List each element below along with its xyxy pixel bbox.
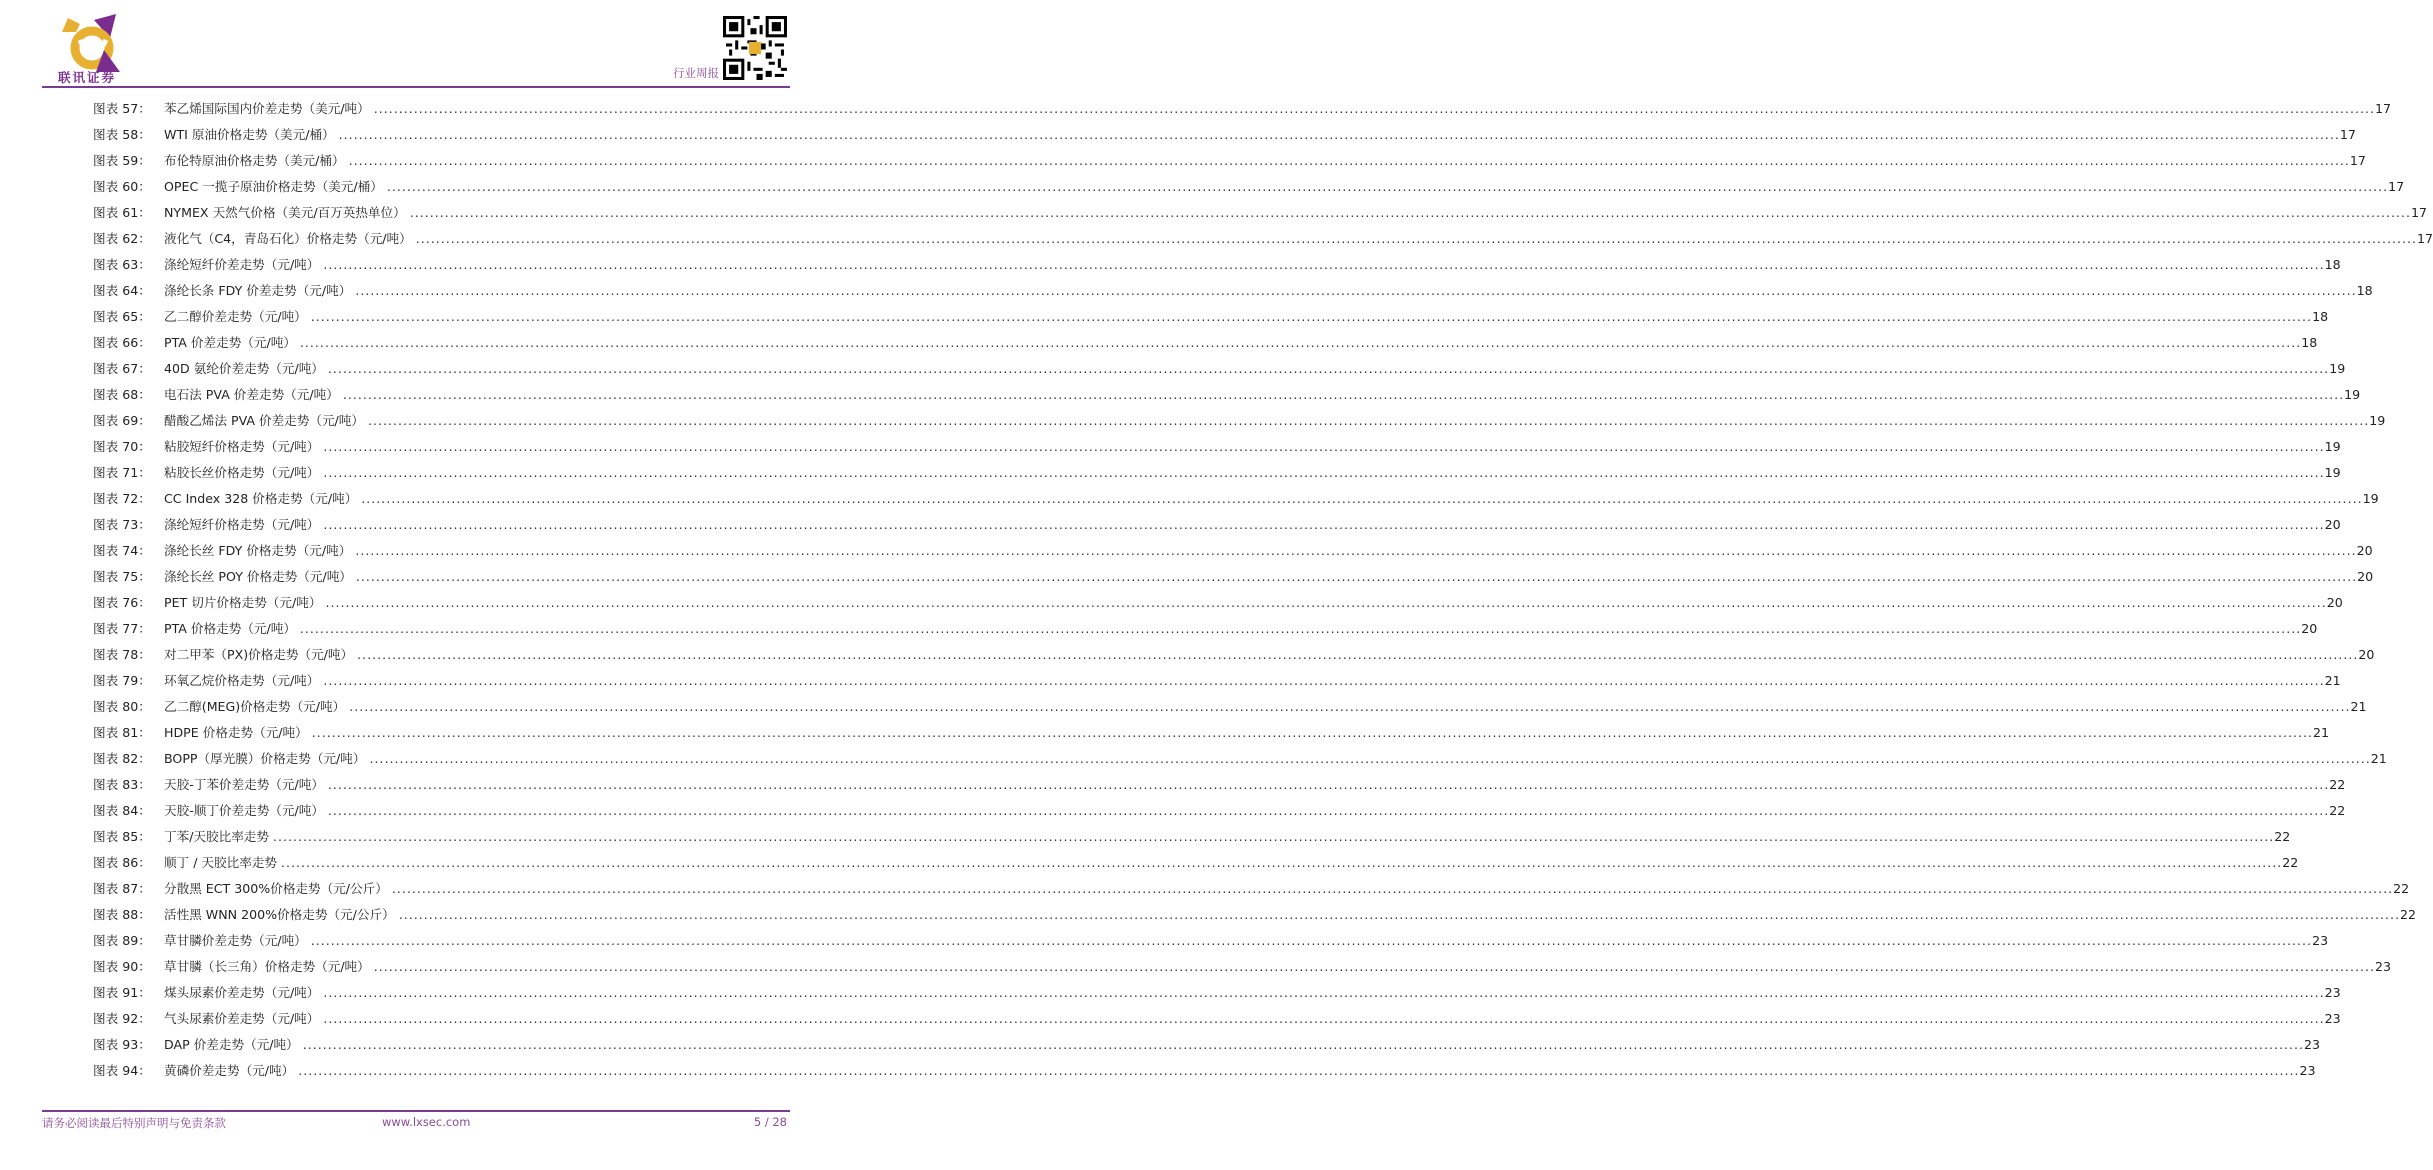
figure-label: 图表 63： bbox=[93, 257, 151, 272]
figure-page-number: 23 bbox=[2299, 1063, 2316, 1078]
dot-leader: ................................................................................................................................................................................................................................................................................................................................................................................................................ bbox=[369, 751, 2371, 766]
figure-title: 天胶-丁苯价差走势（元/吨） bbox=[164, 777, 324, 792]
toc-entry[interactable] bbox=[0, 590, 2343, 616]
figure-title-line[interactable] bbox=[164, 1032, 2320, 1058]
figure-title-line[interactable] bbox=[164, 486, 2379, 512]
toc-entry[interactable] bbox=[0, 746, 2387, 772]
dot-leader: ................................................................................................................................................................................................................................................................................................................................................................................................................ bbox=[361, 491, 2363, 506]
figure-label: 图表 74： bbox=[93, 543, 151, 558]
dot-leader: ................................................................................................................................................................................................................................................................................................................................................................................................................ bbox=[368, 413, 2370, 428]
dot-leader: ................................................................................................................................................................................................................................................................................................................................................................................................................ bbox=[415, 231, 2418, 246]
dot-leader: ................................................................................................................................................................................................................................................................................................................................................................................................................ bbox=[398, 907, 2400, 922]
toc-entry[interactable] bbox=[0, 642, 2375, 668]
website-link[interactable]: www.lxsec.com bbox=[382, 1115, 471, 1129]
report-type-label: 行业周报 bbox=[673, 66, 719, 80]
figure-title-line[interactable] bbox=[164, 642, 2375, 668]
figure-title-line[interactable] bbox=[164, 824, 2291, 850]
figure-label: 图表 83： bbox=[93, 777, 151, 792]
toc-entry[interactable] bbox=[0, 1058, 2316, 1084]
figure-label: 图表 71： bbox=[93, 465, 151, 480]
figure-title: HDPE 价格走势（元/吨） bbox=[164, 725, 308, 740]
figure-label: 图表 66： bbox=[93, 335, 151, 350]
figure-label: 图表 75： bbox=[93, 569, 151, 584]
figure-page-number: 19 bbox=[2369, 413, 2386, 428]
dot-leader: ................................................................................................................................................................................................................................................................................................................................................................................................................ bbox=[310, 933, 2313, 948]
dot-leader: ................................................................................................................................................................................................................................................................................................................................................................................................................ bbox=[357, 647, 2359, 662]
toc-entry[interactable] bbox=[0, 1006, 2341, 1032]
figure-title: 涤纶短纤价差走势（元/吨） bbox=[164, 257, 320, 272]
figure-label: 图表 67： bbox=[93, 361, 151, 376]
figure-page-number: 22 bbox=[2274, 829, 2291, 844]
figure-title-line[interactable] bbox=[164, 902, 2416, 928]
toc-entry[interactable] bbox=[0, 798, 2346, 824]
figure-label: 图表 92： bbox=[93, 1011, 151, 1026]
figure-title-line[interactable] bbox=[164, 252, 2341, 278]
figure-title-line[interactable] bbox=[164, 382, 2361, 408]
figure-title: 乙二醇价差走势（元/吨） bbox=[164, 309, 307, 324]
figure-title: 草甘膦价差走势（元/吨） bbox=[164, 933, 307, 948]
figure-page-number: 21 bbox=[2350, 699, 2367, 714]
figure-title: 涤纶长条 FDY 价差走势（元/吨） bbox=[164, 283, 352, 298]
figure-title: 苯乙烯国际国内价差走势（美元/吨） bbox=[164, 101, 370, 116]
figure-title: DAP 价差走势（元/吨） bbox=[164, 1037, 299, 1052]
page-number: 5 / 28 bbox=[753, 1115, 787, 1129]
toc-entry[interactable] bbox=[0, 122, 2356, 148]
toc-entry[interactable] bbox=[0, 668, 2341, 694]
figure-label: 图表 88： bbox=[93, 907, 151, 922]
toc-entry[interactable] bbox=[0, 564, 2374, 590]
figure-page-number: 19 bbox=[2324, 439, 2341, 454]
dot-leader: ................................................................................................................................................................................................................................................................................................................................................................................................................ bbox=[355, 543, 2357, 558]
dot-leader: ................................................................................................................................................................................................................................................................................................................................................................................................................ bbox=[409, 205, 2411, 220]
figure-title: PTA 价格走势（元/吨） bbox=[164, 621, 296, 636]
figure-label: 图表 86： bbox=[93, 855, 151, 870]
figure-page-number: 20 bbox=[2358, 647, 2375, 662]
dot-leader: ................................................................................................................................................................................................................................................................................................................................................................................................................ bbox=[373, 959, 2376, 974]
figure-page-number: 17 bbox=[2375, 101, 2392, 116]
figure-title-line[interactable] bbox=[164, 980, 2341, 1006]
figure-title-line[interactable] bbox=[164, 538, 2373, 564]
figure-page-number: 20 bbox=[2357, 569, 2374, 584]
figure-title-line[interactable] bbox=[164, 96, 2392, 122]
dot-leader: ................................................................................................................................................................................................................................................................................................................................................................................................................ bbox=[299, 335, 2302, 350]
qr-code-icon bbox=[723, 16, 787, 80]
dot-leader: ................................................................................................................................................................................................................................................................................................................................................................................................................ bbox=[327, 803, 2330, 818]
toc-entry[interactable] bbox=[0, 200, 2428, 226]
figure-page-number: 23 bbox=[2324, 1011, 2341, 1026]
toc-entry[interactable] bbox=[0, 434, 2341, 460]
figure-list bbox=[0, 96, 2433, 1084]
figure-title: 环氧乙烷价格走势（元/吨） bbox=[164, 673, 320, 688]
figure-page-number: 17 bbox=[2417, 231, 2433, 246]
figure-page-number: 22 bbox=[2282, 855, 2299, 870]
figure-title: 丁苯/天胶比率走势 bbox=[164, 829, 269, 844]
figure-label: 图表 68： bbox=[93, 387, 151, 402]
footer-divider bbox=[42, 1110, 790, 1112]
figure-page-number: 19 bbox=[2344, 387, 2361, 402]
figure-page-number: 17 bbox=[2388, 179, 2405, 194]
dot-leader: ................................................................................................................................................................................................................................................................................................................................................................................................................ bbox=[386, 179, 2389, 194]
figure-label: 图表 64： bbox=[93, 283, 151, 298]
figure-title-line[interactable] bbox=[164, 1058, 2316, 1084]
figure-title: 乙二醇(MEG)价格走势（元/吨） bbox=[164, 699, 346, 714]
figure-title: 涤纶短纤价格走势（元/吨） bbox=[164, 517, 320, 532]
dot-leader: ................................................................................................................................................................................................................................................................................................................................................................................................................ bbox=[273, 829, 2275, 844]
figure-title-line[interactable] bbox=[164, 148, 2366, 174]
toc-entry[interactable] bbox=[0, 174, 2405, 200]
figure-title: 活性黑 WNN 200%价格走势（元/公斤） bbox=[164, 907, 395, 922]
toc-entry[interactable] bbox=[0, 694, 2367, 720]
disclaimer-text: 请务必阅读最后特别声明与免责条款 bbox=[42, 1116, 226, 1130]
figure-page-number: 21 bbox=[2324, 673, 2341, 688]
toc-entry[interactable] bbox=[0, 824, 2291, 850]
figure-page-number: 23 bbox=[2324, 985, 2341, 1000]
toc-entry[interactable] bbox=[0, 304, 2329, 330]
figure-label: 图表 89： bbox=[93, 933, 151, 948]
figure-title: 天胶-顺丁价差走势（元/吨） bbox=[164, 803, 324, 818]
figure-page-number: 17 bbox=[2339, 127, 2356, 142]
toc-entry[interactable] bbox=[0, 252, 2341, 278]
figure-title: WTI 原油价格走势（美元/桶） bbox=[164, 127, 335, 142]
figure-label: 图表 76： bbox=[93, 595, 151, 610]
header-divider bbox=[42, 86, 790, 88]
toc-entry[interactable] bbox=[0, 928, 2329, 954]
figure-title: 粘胶短纤价格走势（元/吨） bbox=[164, 439, 320, 454]
figure-label: 图表 81： bbox=[93, 725, 151, 740]
page-header bbox=[0, 0, 827, 100]
figure-title-line[interactable] bbox=[164, 304, 2329, 330]
toc-entry[interactable] bbox=[0, 902, 2416, 928]
figure-title: 煤头尿素价差走势（元/吨） bbox=[164, 985, 320, 1000]
toc-entry[interactable] bbox=[0, 538, 2373, 564]
dot-leader: ................................................................................................................................................................................................................................................................................................................................................................................................................ bbox=[325, 595, 2327, 610]
toc-entry[interactable] bbox=[0, 408, 2386, 434]
figure-title-line[interactable] bbox=[164, 512, 2341, 538]
figure-title-line[interactable] bbox=[164, 616, 2318, 642]
figure-page-number: 18 bbox=[2356, 283, 2373, 298]
figure-title-line[interactable] bbox=[164, 954, 2392, 980]
figure-title-line[interactable] bbox=[164, 668, 2341, 694]
figure-title: 电石法 PVA 价差走势（元/吨） bbox=[164, 387, 339, 402]
figure-title-line[interactable] bbox=[164, 850, 2299, 876]
figure-page-number: 22 bbox=[2329, 803, 2346, 818]
figure-page-number: 18 bbox=[2301, 335, 2318, 350]
figure-title: 顺丁 / 天胶比率走势 bbox=[164, 855, 277, 870]
figure-label: 图表 87： bbox=[93, 881, 151, 896]
figure-page-number: 22 bbox=[2399, 907, 2416, 922]
figure-page-number: 23 bbox=[2303, 1037, 2320, 1052]
figure-page-number: 20 bbox=[2326, 595, 2343, 610]
figure-title-line[interactable] bbox=[164, 174, 2405, 200]
figure-title: 黄磷价差走势（元/吨） bbox=[164, 1063, 295, 1078]
figure-page-number: 21 bbox=[2370, 751, 2387, 766]
toc-entry[interactable] bbox=[0, 772, 2346, 798]
figure-page-number: 17 bbox=[2411, 205, 2428, 220]
dot-leader: ................................................................................................................................................................................................................................................................................................................................................................................................................ bbox=[323, 517, 2325, 532]
figure-title: 液化气（C4，青岛石化）价格走势（元/吨） bbox=[164, 231, 412, 246]
figure-page-number: 18 bbox=[2312, 309, 2329, 324]
figure-label: 图表 72： bbox=[93, 491, 151, 506]
toc-entry[interactable] bbox=[0, 720, 2330, 746]
dot-leader: ................................................................................................................................................................................................................................................................................................................................................................................................................ bbox=[323, 439, 2325, 454]
figure-label: 图表 62： bbox=[93, 231, 151, 246]
figure-title: 分散黑 ECT 300%价格走势（元/公斤） bbox=[164, 881, 388, 896]
toc-entry[interactable] bbox=[0, 486, 2379, 512]
dot-leader: ................................................................................................................................................................................................................................................................................................................................................................................................................ bbox=[327, 777, 2330, 792]
toc-entry[interactable] bbox=[0, 96, 2392, 122]
dot-leader: ................................................................................................................................................................................................................................................................................................................................................................................................................ bbox=[311, 725, 2313, 740]
dot-leader: ................................................................................................................................................................................................................................................................................................................................................................................................................ bbox=[323, 257, 2325, 272]
figure-page-number: 20 bbox=[2356, 543, 2373, 558]
dot-leader: ................................................................................................................................................................................................................................................................................................................................................................................................................ bbox=[349, 699, 2351, 714]
figure-label: 图表 65： bbox=[93, 309, 151, 324]
figure-title: BOPP（厚光膜）价格走势（元/吨） bbox=[164, 751, 366, 766]
figure-title-line[interactable] bbox=[164, 694, 2367, 720]
figure-title-line[interactable] bbox=[164, 200, 2428, 226]
figure-label: 图表 61： bbox=[93, 205, 151, 220]
figure-label: 图表 60： bbox=[93, 179, 151, 194]
toc-entry[interactable] bbox=[0, 616, 2318, 642]
toc-entry[interactable] bbox=[0, 278, 2373, 304]
dot-leader: ................................................................................................................................................................................................................................................................................................................................................................................................................ bbox=[348, 153, 2350, 168]
figure-label: 图表 90： bbox=[93, 959, 151, 974]
toc-entry[interactable] bbox=[0, 330, 2318, 356]
figure-title-line[interactable] bbox=[164, 408, 2386, 434]
figure-label: 图表 69： bbox=[93, 413, 151, 428]
figure-title: 气头尿素价差走势（元/吨） bbox=[164, 1011, 320, 1026]
toc-entry[interactable] bbox=[0, 850, 2299, 876]
figure-title: PET 切片价格走势（元/吨） bbox=[164, 595, 322, 610]
figure-title: 粘胶长丝价格走势（元/吨） bbox=[164, 465, 320, 480]
dot-leader: ................................................................................................................................................................................................................................................................................................................................................................................................................ bbox=[323, 673, 2325, 688]
figure-label: 图表 78： bbox=[93, 647, 151, 662]
dot-leader: ................................................................................................................................................................................................................................................................................................................................................................................................................ bbox=[323, 1011, 2325, 1026]
figure-title-line[interactable] bbox=[164, 278, 2373, 304]
toc-entry[interactable] bbox=[0, 460, 2341, 486]
dot-leader: ................................................................................................................................................................................................................................................................................................................................................................................................................ bbox=[391, 881, 2394, 896]
figure-title: 草甘膦（长三角）价格走势（元/吨） bbox=[164, 959, 370, 974]
figure-title-line[interactable] bbox=[164, 928, 2329, 954]
toc-entry[interactable] bbox=[0, 226, 2433, 252]
figure-title-line[interactable] bbox=[164, 720, 2330, 746]
figure-title-line[interactable] bbox=[164, 876, 2410, 902]
dot-leader: ................................................................................................................................................................................................................................................................................................................................................................................................................ bbox=[338, 127, 2340, 142]
dot-leader: ................................................................................................................................................................................................................................................................................................................................................................................................................ bbox=[281, 855, 2283, 870]
toc-entry[interactable] bbox=[0, 954, 2392, 980]
figure-title-line[interactable] bbox=[164, 434, 2341, 460]
figure-title-line[interactable] bbox=[164, 330, 2318, 356]
dot-leader: ................................................................................................................................................................................................................................................................................................................................................................................................................ bbox=[342, 387, 2345, 402]
figure-page-number: 22 bbox=[2393, 881, 2410, 896]
figure-title-line[interactable] bbox=[164, 772, 2346, 798]
figure-label: 图表 91： bbox=[93, 985, 151, 1000]
toc-entry[interactable] bbox=[0, 382, 2361, 408]
figure-title: 40D 氨纶价差走势（元/吨） bbox=[164, 361, 324, 376]
dot-leader: ................................................................................................................................................................................................................................................................................................................................................................................................................ bbox=[323, 465, 2325, 480]
figure-page-number: 19 bbox=[2329, 361, 2346, 376]
figure-title: OPEC 一揽子原油价格走势（美元/桶） bbox=[164, 179, 383, 194]
figure-label: 图表 77： bbox=[93, 621, 151, 636]
brand-name: 联讯证券 bbox=[58, 70, 117, 85]
dot-leader: ................................................................................................................................................................................................................................................................................................................................................................................................................ bbox=[323, 985, 2325, 1000]
figure-label: 图表 82： bbox=[93, 751, 151, 766]
figure-title-line[interactable] bbox=[164, 122, 2356, 148]
figure-label: 图表 85： bbox=[93, 829, 151, 844]
figure-page-number: 20 bbox=[2324, 517, 2341, 532]
figure-title: PTA 价差走势（元/吨） bbox=[164, 335, 296, 350]
dot-leader: ................................................................................................................................................................................................................................................................................................................................................................................................................ bbox=[299, 621, 2302, 636]
figure-label: 图表 58： bbox=[93, 127, 151, 142]
figure-label: 图表 73： bbox=[93, 517, 151, 532]
toc-entry[interactable] bbox=[0, 148, 2366, 174]
figure-page-number: 18 bbox=[2324, 257, 2341, 272]
figure-label: 图表 57： bbox=[93, 101, 151, 116]
toc-entry[interactable] bbox=[0, 356, 2346, 382]
figure-title-line[interactable] bbox=[164, 356, 2346, 382]
figure-title-line[interactable] bbox=[164, 798, 2346, 824]
figure-title: 涤纶长丝 POY 价格走势（元/吨） bbox=[164, 569, 352, 584]
figure-page-number: 23 bbox=[2312, 933, 2329, 948]
figure-page-number: 22 bbox=[2329, 777, 2346, 792]
figure-title: NYMEX 天然气价格（美元/百万英热单位） bbox=[164, 205, 406, 220]
figure-label: 图表 94： bbox=[93, 1063, 151, 1078]
dot-leader: ................................................................................................................................................................................................................................................................................................................................................................................................................ bbox=[310, 309, 2313, 324]
figure-title-line[interactable] bbox=[164, 564, 2374, 590]
figure-page-number: 17 bbox=[2349, 153, 2366, 168]
dot-leader: ................................................................................................................................................................................................................................................................................................................................................................................................................ bbox=[302, 1037, 2304, 1052]
dot-leader: ................................................................................................................................................................................................................................................................................................................................................................................................................ bbox=[355, 283, 2357, 298]
toc-entry[interactable] bbox=[0, 876, 2410, 902]
dot-leader: ................................................................................................................................................................................................................................................................................................................................................................................................................ bbox=[355, 569, 2358, 584]
figure-title-line[interactable] bbox=[164, 460, 2341, 486]
figure-label: 图表 59： bbox=[93, 153, 151, 168]
figure-title: CC Index 328 价格走势（元/吨） bbox=[164, 491, 358, 506]
figure-page-number: 23 bbox=[2375, 959, 2392, 974]
figure-title-line[interactable] bbox=[164, 1006, 2341, 1032]
figure-page-number: 20 bbox=[2301, 621, 2318, 636]
figure-label: 图表 70： bbox=[93, 439, 151, 454]
figure-title: 对二甲苯（PX)价格走势（元/吨） bbox=[164, 647, 354, 662]
toc-entry[interactable] bbox=[0, 1032, 2320, 1058]
figure-title: 涤纶长丝 FDY 价格走势（元/吨） bbox=[164, 543, 352, 558]
figure-title-line[interactable] bbox=[164, 590, 2343, 616]
figure-page-number: 19 bbox=[2324, 465, 2341, 480]
figure-label: 图表 84： bbox=[93, 803, 151, 818]
figure-title: 醋酸乙烯法 PVA 价差走势（元/吨） bbox=[164, 413, 364, 428]
figure-title: 布伦特原油价格走势（美元/桶） bbox=[164, 153, 345, 168]
dot-leader: ................................................................................................................................................................................................................................................................................................................................................................................................................ bbox=[327, 361, 2330, 376]
figure-page-number: 21 bbox=[2313, 725, 2330, 740]
toc-entry[interactable] bbox=[0, 512, 2341, 538]
dot-leader: ................................................................................................................................................................................................................................................................................................................................................................................................................ bbox=[298, 1063, 2300, 1078]
toc-entry[interactable] bbox=[0, 980, 2341, 1006]
figure-label: 图表 79： bbox=[93, 673, 151, 688]
figure-label: 图表 93： bbox=[93, 1037, 151, 1052]
dot-leader: ................................................................................................................................................................................................................................................................................................................................................................................................................ bbox=[373, 101, 2376, 116]
figure-title-line[interactable] bbox=[164, 746, 2387, 772]
figure-page-number: 19 bbox=[2362, 491, 2379, 506]
figure-label: 图表 80： bbox=[93, 699, 151, 714]
figure-title-line[interactable] bbox=[164, 226, 2433, 252]
